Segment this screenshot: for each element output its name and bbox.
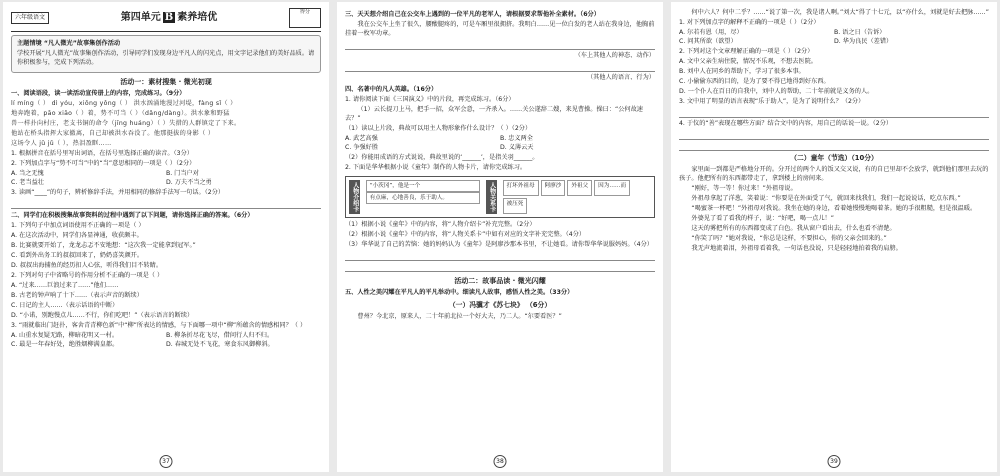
answer-line[interactable]	[679, 131, 989, 140]
passage: 何中六人？何中二乎？……“说了第一次，我是诸人啊。”刘大“得了十七元，以“亦什么，刘就是好去把脉……”	[691, 9, 989, 16]
passage: （1）云长提刀上马，把手一招，众军会意，一齐杀入。……关公遂辞二嫂，来见曹操。操曰：“公何故速去？”	[345, 105, 643, 122]
grade-label: 六年级语文	[11, 12, 49, 25]
page-number: 38	[494, 455, 507, 468]
question-title: 五、人性之美闪耀在平凡人的平凡举动中。细读凡人故事，感悟人性之美。（33分）	[345, 288, 574, 296]
question-title: 二、同学们在积极搜集故事资料的过程中遇到了以下问题，请你选择正确的答案。（6分）	[11, 211, 254, 219]
pinyin-passage: lí míng（ ） dì yóu，xiōng yǒng（ ） 洪水汹涌地漫过河堤，fàng sǐ（ ） 地奔跑着，pāo xiāo（ ）着，势不可当（ ）（dǎng/dàng）。洪水象和野猛 兽一样扑向村庄，老支书铜的命令（jīng huáng）（ ）失措的人群镇定了下来。 他站在桥头指挥大家撤离，自己却被洪水吞没了。他那挺拔的身影（ ） 这场令人 jǔ jǔ（ ），热泪盈眶……	[11, 100, 241, 148]
question: 3. 读画“____”的句子，辨析修辞手法，并用相同的修辞手法写一句话。（2分）	[11, 188, 225, 196]
question: 1. 下列句子中加点词语使用不正确的一项是（ ）	[11, 221, 145, 229]
page-number: 37	[160, 455, 173, 468]
answer-line[interactable]	[679, 109, 989, 118]
answer-line[interactable]	[345, 252, 655, 261]
theme-box: 主题情境 “凡人微光”故事集创作活动 学校开展“凡人微光”故事集创作活动，引导同学们发现身边平凡人的闪光点，用文字记录他们的美好品质。请你积极参与，完成下列活动。	[11, 35, 321, 73]
page-38: 三、天天想介绍自己在公交车上遇到的一位平凡的老军人，请根据要求帮他补全素材。（6分） 我在公交车上坐了很久，腰酸腿疼的，可是车厢里很拥挤。我明白……见一位白发的老人站在我身边，他胸前挂着一枚军功章。 （车上其他人的神态、动作） （其他人的语言、行为） 四、名著中的凡人英雄。（16分） 1. 请你阅读下面《三国演义》中的片段，再完成练习。（6分） （1）云长提刀上马，把手一招，众军会意，一齐杀入。……关公遂辞二嫂，来见曹操。操曰：“公何故速去？” （1）读以上片段，典故可以用主人物形象作什么设计？（ ）（2分） A. 武艺高强 B. 忠义两全 C. 争强好胜 D. 义薄云天 （2）你能用成语的方式说说，典故里说的‘______’，是指关羽______。 2. 下面是华华根据小说《童年》制作的人物卡片，请你完成练习。 人物介绍卡 “小茨冈”，他是一个 有点麻，心地善良，乐于助人。 人物关系卡 打坏外祖母 阿廖沙 外祖父 因为……而 被压死 （1）根据小说《童年》中的内容，将“人物介绍卡”补充完整。（2分） （2）根据小说《童年》中的内容，将“人物关系卡”中如有对应的文字补充完整。（4分） （3）华华说了自己的苦恼：她的妈妈认为《童年》是阿廖沙那本书里，不让她看。请你帮华华说服妈妈。（4分） 活动二：故事品读 · 微光闪耀 五、人性之美闪耀在平凡人的平凡举动中。细读凡人故事，感悟人性之美。（33分） （一）冯骥才《苏七块》 （6分） 曹州？今北京，原来人，二十年前北拉一个好大夫，乃二人。“尔要看医？” 38	[337, 2, 663, 472]
question: 2. 下列对句子中省略号的作用分析不正确的一项是（ ）	[11, 271, 164, 279]
page-39: 何中六人？何中二乎？……“说了第一次，我是诸人啊。”刘大“得了十七元，以“亦什么，刘就是好去把脉……” 1. 对下列加点字的解释不正确的一项是（ ）（2分） A. 尔若有恩（用，尽） B. 语之日（告诉） C. 问其所欲（欲望） D. 华为良民（差错） 2. 下列对这个文章理解正确的一项是（ ）（2分） A. 文中父亲生病住院，情况不乐观，不想去医院。 B. 刘中人在同乡的帮助下，学习了很多本事。 C. 小偷偷东西的目的，是为了要不得已地得到好东西。 D. 一个仆人在百日的自我中，刘中人的帮助，二十年前就是义务的人。 3. 文中用了明显的语言表现“乐于助人”，是为了说明什么？（2分） 4. 于仪的“善”表现在哪些方面？结合文中的内容，用自己的话说一说。（2分） （二）童年（节选）（10分） 家里面一到都是严格地分开的。分开过的两个人的饭又交又说，有的自已里却不会放学，就到他们那里去玩的孩子。他把所有的东西都带走了，拿到楼上的房间来。 “刚好，等一等！你过来！”外祖母说。 外祖母拿起了洋葱，笑着说：“你要是在外面受了气，就回来找我们，我们一起说说话，吃点东西。” “喝蜜茶一杯吧！”外祖母对我说。我坐在她的身边，看着她慢慢地喝着茶。她的手很粗糙，但是很温暖。 外婆见了看了看我的样子，说：“好吧，喝一点儿！” 这天的雾把所有的东西都变成了白色。我从窗户看出去，什么也看不清楚。 “你笑了吗？”她对我说，“你总是这样，不要担心，你的父亲会回来的。” 我无声地流着泪，外祖母看着我，一句话也没说，只是轻轻地拍着我的肩膀。 39	[671, 2, 997, 472]
unit-letter-badge: B	[164, 11, 174, 23]
score-box: 得分	[289, 8, 321, 28]
page-header	[11, 8, 321, 32]
question-title: 四、名著中的凡人英雄。（16分）	[345, 85, 438, 93]
answer-line[interactable]	[345, 41, 655, 50]
question-title: 一、阅读语段，读一读活动宣传册上的内容，完成练习。（9分）	[11, 90, 186, 98]
question: 2. 下列加点字与“势不可当”中的“当”意思相同的一项是（ ）（2分）	[11, 159, 196, 167]
card-tag: 人物介绍卡	[349, 180, 360, 214]
answer-line[interactable]	[345, 263, 655, 272]
options: A. 山重水复疑无路，柳暗花明又一村。 B. 柳条折尽花飞尽，借问行人归不归。 C. 最是一年春好处，绝胜烟柳满皇都。 D. 春城无处不飞花，寒食东风御柳斜。	[11, 331, 274, 348]
passage: 我在公交车上坐了很久，腰酸腿疼的，可是车厢里很拥挤。我明白……见一位白发的老人站在我身边，他胸前挂着一枚军功章。	[345, 20, 655, 37]
story-title: （二）童年（节选）（10分）	[790, 153, 878, 162]
options: A. 尔若有恩（用，尽） B. 语之日（告诉） C. 问其所欲（欲望） D. 华为良民（差错）	[679, 28, 893, 45]
question-title: 三、天天想介绍自己在公交车上遇到的一位平凡的老军人，请根据要求帮他补全素材。（6分）	[345, 11, 600, 18]
activity-title: 活动二：故事品读 · 微光闪耀	[454, 276, 546, 285]
answer-line[interactable]	[679, 142, 989, 151]
unit-title: 第四单元 B 素养培优	[120, 11, 218, 23]
answer-line[interactable]	[345, 63, 655, 72]
answer-line[interactable]	[11, 200, 321, 209]
options: A. 当之无愧 B. 门当户对 C. 老当益壮 D. 万夫不当之勇	[11, 169, 212, 186]
question: 3. “雨就临出门赶扑，客舍青青柳色新”中“柳”所表达的情感，与下面哪一项中“柳”所蕴含的情感相同？（ ）	[11, 321, 307, 329]
activity-title: 活动一：素材搜集 · 微光初现	[120, 77, 212, 86]
options: A. 武艺高强 B. 忠义两全 C. 争强好胜 D. 义薄云天	[345, 134, 534, 151]
character-cards: 人物介绍卡 “小茨冈”，他是一个 有点麻，心地善良，乐于助人。 人物关系卡 打坏外祖母 阿廖沙 外祖父 因为……而 被压死	[345, 176, 655, 218]
page-37: 六年级语文 第四单元 B 素养培优 得分 主题情境 “凡人微光”故事集创作活动 学校开展“凡人微光”故事集创作活动，引导同学们发现身边平凡人的闪光点，用文字记录他们的美好品质。请你积极参与，完成下列活动。 活动一：素材搜集 · 微光初现 一、阅读语段，读一读活动宣传册上的内容，完成练习。（9分） lí míng（ ） dì yóu，xiōng yǒng（ ） 洪水汹涌地漫过河堤，fàng sǐ（ ） 地奔跑着，pāo xiāo（ ）着，势不可当（ ）（dǎng/dàng）。洪水象和野猛 兽一样扑向村庄，老支书铜的命令（jīng huáng）（ ）失措的人群镇定了下来。 他站在桥头指挥大家撤离，自己却被洪水吞没了。他那挺拔的身影（ ） 这场令人 jǔ jǔ（ ），热泪盈眶…… 1. 根据拼音在括号里写出词语，在括号里选择正确的读音。（3分） 2. 下列加点字与“势不可当”中的“当”意思相同的一项是（ ）（2分） A. 当之无愧 B. 门当户对 C. 老当益壮 D. 万夫不当之勇 3. 读画“____”的句子，辨析修辞手法，并用相同的修辞手法写一句话。（2分） 二、同学们在积极搜集故事资料的过程中遇到了以下问题，请你选择正确的答案。（6分） 1. 下列句子中加点词语使用不正确的一项是（ ） A. 在这次活动中，同学们各显神通，收获颇丰。 B. 比赛就要开始了，龙龙忐忑不安地想：“这次我一定能拿到冠军。” C. 看到外出务工的叔叔回来了，奶奶喜笑颜开。 D. 叔叔出海捕鱼的经历扣人心弦，听得我们目不转睛。 2. 下列对句子中省略号的作用分析不正确的一项是（ ） A. “过来……巨浪过来了……”他们…… B. 古老的钟声响了十下……（表示声音的断续） C. 日记的主人……（表示话语的中断） D. “小诺，别跑慢点儿……不行，你们吃吧！”（表示语言的断续） 3. “雨就临出门赶扑，客舍青青柳色新”中“柳”所表达的情感，与下面哪一项中“柳”所蕴含的情感相同？（ ） A. 山重水复疑无路，柳暗花明又一村。 B. 柳条折尽花飞尽，借问行人归不归。 C. 最是一年春好处，绝胜烟柳满皇都。 D. 春城无处不飞花，寒食东风御柳斜。 37	[3, 2, 329, 472]
question: 1. 根据拼音在括号里写出词语，在括号里选择正确的读音。（3分）	[11, 150, 193, 157]
page-number: 39	[828, 455, 841, 468]
card-tag: 人物关系卡	[486, 180, 497, 214]
